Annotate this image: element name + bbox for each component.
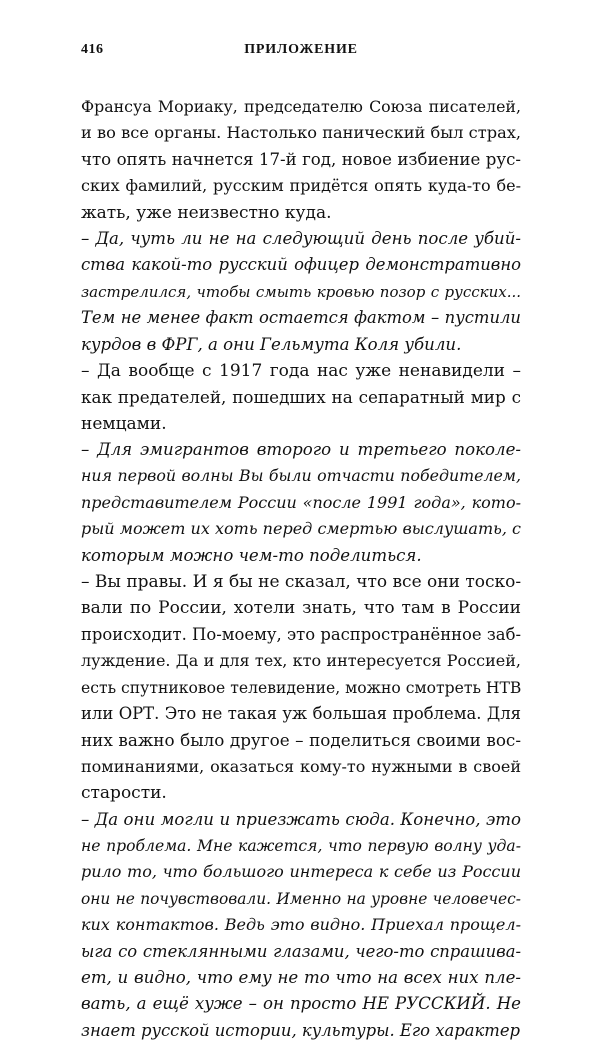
text-line: которым можно чем-то поделиться. <box>81 545 422 565</box>
text-line: и во все органы. Настолько панический был страх, <box>81 123 521 143</box>
text-line: они не почувствовали. Именно на уровне человечес- <box>81 889 521 908</box>
text-line: не проблема. Мне кажется, что первую волну уда- <box>81 836 521 855</box>
text-line: знает русской истории, культуры. Его характер <box>81 1020 521 1040</box>
answer-paragraph <box>81 569 521 807</box>
text-line: луждение. Да и для тех, кто интересуется Россией, <box>81 651 521 671</box>
text-line: – Да, чуть ли не на следующий день после убий- <box>81 228 521 248</box>
text-line: поминаниями, оказаться кому-то нужными в своей <box>81 756 521 776</box>
text-line: вали по России, хотели знать, что там в России <box>81 598 521 619</box>
text-line: Франсуа Мориаку, председателю Союза писателей, <box>81 97 521 116</box>
text-line: рый может их хоть перед смертью выслушать, с <box>81 519 521 539</box>
text-line: немцами. <box>81 413 167 434</box>
text-line: – Да вообще с 1917 года нас уже ненавидели – <box>81 360 521 381</box>
answer-paragraph <box>81 358 521 437</box>
text-line: них важно было другое – поделиться своими вос- <box>81 730 521 751</box>
text-line: вать, а ещё хуже – он просто НЕ РУССКИЙ. Не <box>81 994 521 1014</box>
text-line: старости. <box>81 783 167 804</box>
text-line: ыга со стеклянными глазами, чего-то спрашива- <box>81 941 521 961</box>
text-line: представителем России «после 1991 года», кото- <box>81 492 521 512</box>
text-line: застрелился, чтобы смыть кровью позор с русских... <box>81 282 521 301</box>
text-line: что опять начнется 17-й год, новое избиение рус- <box>81 149 521 169</box>
text-line: Тем не менее факт остается фактом – пустили <box>81 308 521 328</box>
text-line: – Да они могли и приезжать сюда. Конечно, это <box>81 809 521 829</box>
body-text <box>81 94 521 1044</box>
question-paragraph <box>81 226 521 358</box>
text-line: – Для эмигрантов второго и третьего поколе- <box>81 440 521 460</box>
text-line: ет, и видно, что ему не то что на всех них пле- <box>81 967 521 987</box>
question-paragraph <box>81 437 521 569</box>
answer-paragraph <box>81 94 521 226</box>
page-header <box>81 42 521 62</box>
text-line: ских фамилий, русским придётся опять куда-то бе- <box>81 176 521 196</box>
text-line: ства какой-то русский офицер демонстративно <box>81 255 521 275</box>
page-number: 416 <box>81 42 104 57</box>
question-paragraph <box>81 807 521 1044</box>
text-line: жать, уже неизвестно куда. <box>81 202 332 223</box>
text-line: рило то, что большого интереса к себе из России <box>81 862 521 882</box>
text-line: ких контактов. Ведь это видно. Приехал прощел- <box>81 915 521 935</box>
text-line: происходит. По-моему, это распространённое заб- <box>81 624 521 644</box>
text-line: курдов в ФРГ, а они Гельмута Коля убили. <box>81 334 462 354</box>
text-line: или ОРТ. Это не такая уж большая проблема. Для <box>81 703 521 723</box>
text-line: ния первой волны Вы были отчасти победителем, <box>81 466 521 486</box>
text-line: – Вы правы. И я бы не сказал, что все они тоско- <box>81 572 522 593</box>
running-head: ПРИЛОЖЕНИЕ <box>244 42 358 57</box>
text-line: есть спутниковое телевидение, можно смотреть НТВ <box>81 678 522 697</box>
text-line: как предателей, пошедших на сепаратный мир с <box>81 387 521 408</box>
